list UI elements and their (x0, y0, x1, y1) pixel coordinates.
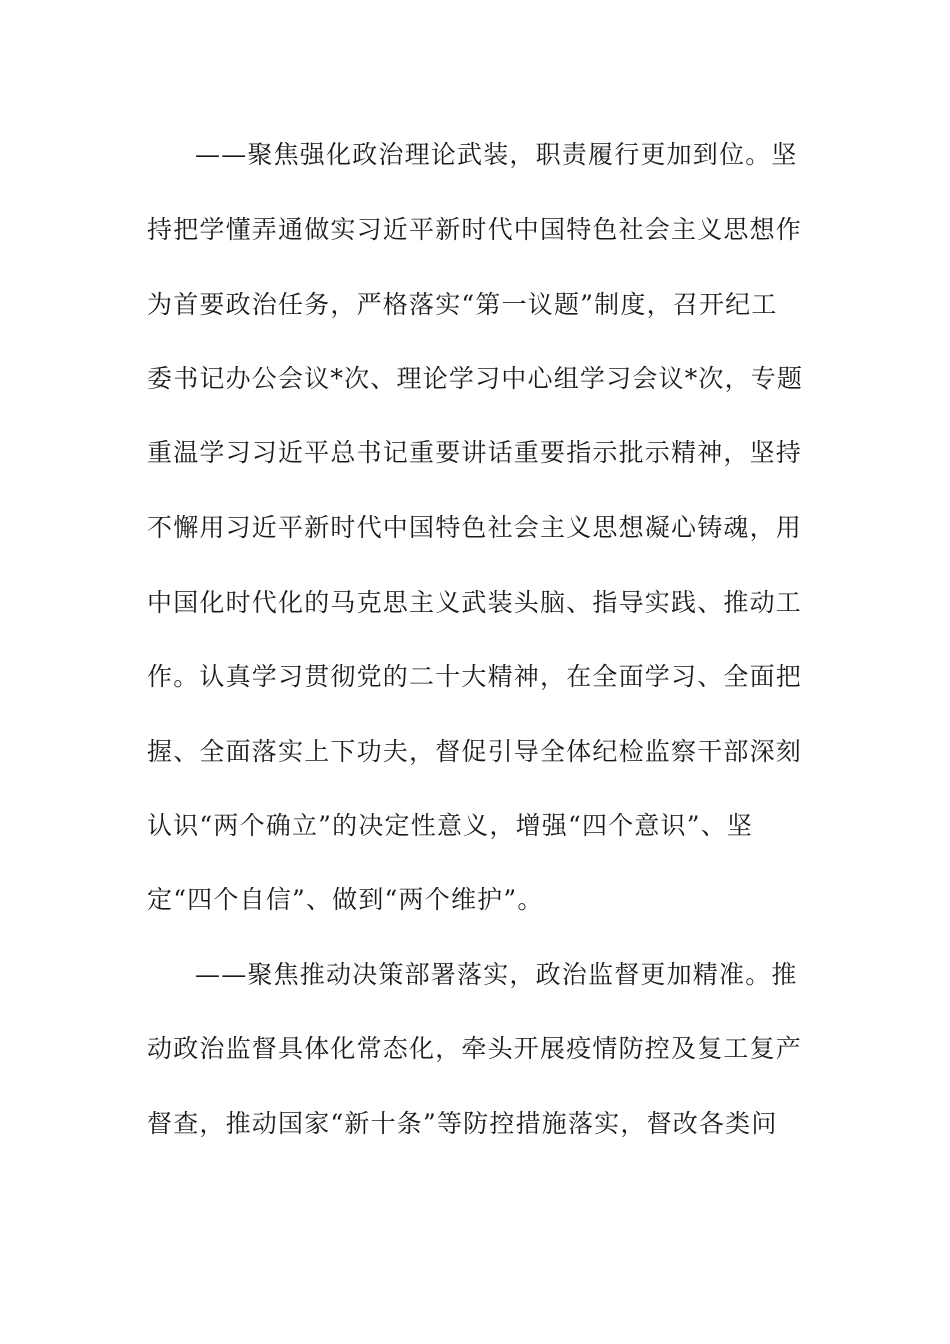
paragraph-line: ——聚焦强化政治理论武装，职责履行更加到位。坚 (195, 140, 798, 169)
paragraph-line: 作。认真学习贯彻党的二十大精神，在全面学习、全面把 (147, 662, 803, 691)
paragraph-line: 定“四个自信”、做到“两个维护”。 (147, 885, 544, 914)
paragraph-line: 认识“两个确立”的决定性意义，增强“四个意识”、坚 (147, 811, 754, 840)
paragraph-line: 持把学懂弄通做实习近平新时代中国特色社会主义思想作 (147, 215, 803, 244)
paragraph-line: 不懈用习近平新时代中国特色社会主义思想凝心铸魂，用 (147, 513, 803, 542)
paragraph-line: 握、全面落实上下功夫，督促引导全体纪检监察干部深刻 (147, 737, 803, 766)
paragraph-line: 中国化时代化的马克思主义武装头脑、指导实践、推动工 (147, 588, 803, 617)
paragraph-line: 重温学习习近平总书记重要讲话重要指示批示精神，坚持 (147, 438, 803, 467)
paragraph-line: 为首要政治任务，严格落实“第一议题”制度，召开纪工 (147, 290, 778, 319)
paragraph-line: ——聚焦推动决策部署落实，政治监督更加精准。推 (195, 960, 798, 989)
paragraph-line: 动政治监督具体化常态化，牵头开展疫情防控及复工复产 (147, 1034, 803, 1063)
paragraph-line: 委书记办公会议*次、理论学习中心组学习会议*次，专题 (147, 364, 804, 393)
paragraph-line: 督查，推动国家“新十条”等防控措施落实，督改各类问 (147, 1109, 778, 1138)
